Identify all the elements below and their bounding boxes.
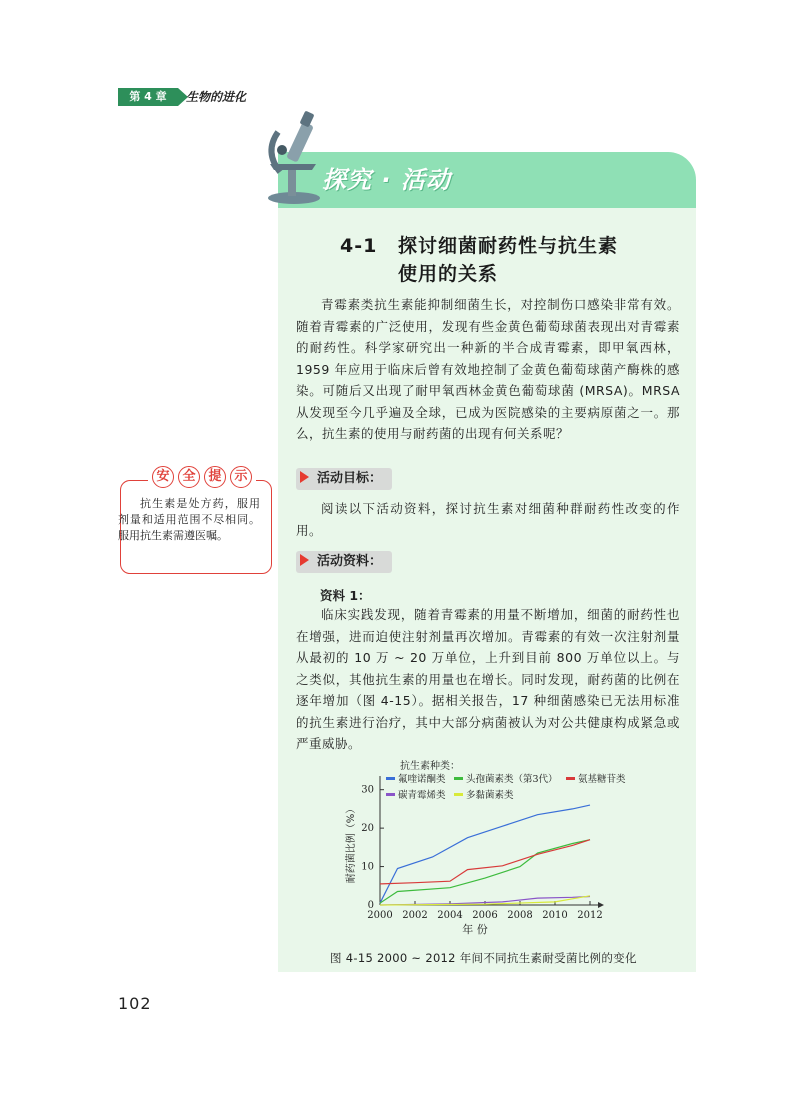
legend-entry: 氨基糖苷类	[578, 774, 626, 785]
x-tick-label: 2002	[402, 910, 428, 921]
legend-entry: 氟喹诺酮类	[398, 774, 446, 785]
y-tick-label: 30	[361, 784, 374, 796]
legend-swatch	[386, 777, 395, 780]
x-tick-label: 2012	[577, 910, 603, 921]
x-tick-label: 2006	[472, 910, 498, 921]
legend-swatch	[454, 777, 463, 780]
legend-entry: 碳青霉烯类	[398, 790, 446, 801]
microscope-icon	[258, 108, 328, 206]
x-tick-label: 2010	[542, 910, 568, 921]
y-tick-label: 0	[367, 900, 374, 911]
y-tick-label: 10	[361, 861, 374, 873]
safety-char: 提	[204, 466, 226, 488]
goal-label: 活动目标：	[296, 468, 392, 490]
legend-entry: 多黏菌素类	[466, 790, 514, 801]
series-line	[380, 805, 590, 903]
activity-title-line1: 探讨细菌耐药性与抗生素	[398, 235, 619, 257]
safety-char: 全	[178, 466, 200, 488]
source-label: 资料 1：	[320, 588, 371, 603]
intro-paragraph: 青霉素类抗生素能抑制细菌生长，对控制伤口感染非常有效。随着青霉素的广泛使用，发现有些金黄色葡萄球菌表现出对青霉素的耐药性。科学家研究出一种新的半合成青霉素，即甲氧西林，1959 年应用于临床后曾有效地控制了金黄色葡萄球菌产酶株的感染。可随后又出现了耐甲氧西林金黄色葡萄球菌 (MRSA)。MRSA 从发现至今几乎遍及全球，已成为医院感染的主要病原菌之一。那么，抗生素的使用与耐药菌的出现有何关系呢？	[296, 297, 680, 441]
figure-caption: 图 4-15 2000 ~ 2012 年间不同抗生素耐受菌比例的变化	[330, 951, 637, 965]
x-axis-arrow	[598, 902, 604, 908]
activity-title	[340, 232, 618, 288]
legend-swatch	[386, 793, 395, 796]
safety-tip-title	[148, 466, 256, 488]
x-tick-label: 2008	[507, 910, 533, 921]
chapter-title: 生物的进化	[186, 90, 247, 104]
legend-entry: 头孢菌素类（第3代）	[466, 774, 558, 785]
legend-swatch	[454, 793, 463, 796]
x-axis-label: 年 份	[462, 923, 488, 936]
resistance-chart	[340, 760, 680, 940]
materials-paragraph: 临床实践发现，随着青霉素的用量不断增加，细菌的耐药性也在增强，进而迫使注射剂量再次增加。青霉素的有效一次注射剂量从最初的 10 万 ~ 20 万单位，上升到目前 800 万单位以上。与之类似，其他抗生素的用量也在增长。同时发现，耐药菌的比例在逐年增加（图 4-15）。据相关报告，17 种细菌感染已无法用标准的抗生素进行治疗，其中大部分病菌被认为对公共健康构成紧急或严重威胁。	[296, 607, 680, 751]
x-tick-label: 2000	[367, 910, 393, 921]
series-line	[380, 840, 590, 884]
legend-title: 抗生素种类：	[400, 761, 460, 772]
x-tick-label: 2004	[437, 910, 463, 921]
activity-title-line2: 使用的关系	[398, 263, 499, 285]
red-triangle-icon	[300, 554, 309, 566]
page-number: 102	[118, 994, 152, 1013]
activity-banner-label: 探究 · 活动	[322, 166, 451, 194]
y-axis-label: 耐药菌比例（%）	[346, 803, 357, 884]
safety-tip-text: 抗生素是处方药，服用剂量和适用范围不尽相同。服用抗生素需遵医嘱。	[118, 497, 260, 542]
safety-char: 示	[230, 466, 252, 488]
legend-swatch	[566, 777, 575, 780]
materials-label: 活动资料：	[296, 551, 392, 573]
red-triangle-icon	[300, 471, 309, 483]
y-tick-label: 20	[361, 823, 374, 835]
goal-paragraph: 阅读以下活动资料，探讨抗生素对细菌种群耐药性改变的作用。	[296, 501, 680, 538]
activity-number: 4-1	[340, 235, 378, 257]
chapter-tag: 第 4 章	[118, 88, 178, 106]
safety-char: 安	[152, 466, 174, 488]
